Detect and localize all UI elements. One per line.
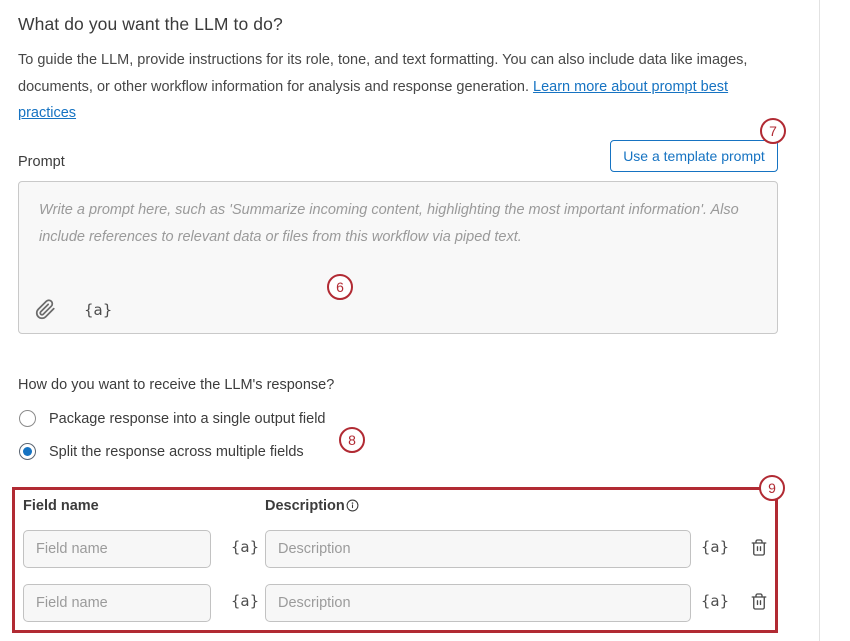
- info-icon[interactable]: [346, 499, 359, 512]
- piped-text-icon[interactable]: {a}: [700, 538, 730, 556]
- output-fields-table: [12, 487, 778, 633]
- use-template-prompt-button[interactable]: Use a template prompt: [610, 140, 778, 172]
- panel-divider: [819, 0, 820, 641]
- radio-single-output-field[interactable]: [19, 410, 326, 427]
- response-question: How do you want to receive the LLM's response?: [18, 377, 335, 393]
- prompt-textarea[interactable]: [18, 181, 778, 334]
- piped-text-icon[interactable]: {a}: [230, 538, 260, 556]
- description-column-header: [265, 498, 359, 514]
- annotation-badge-6: 6: [327, 274, 353, 300]
- attach-file-icon[interactable]: [35, 299, 56, 320]
- description-input[interactable]: [265, 530, 691, 568]
- delete-row-icon[interactable]: [750, 538, 768, 557]
- prompt-toolbar: [35, 299, 112, 320]
- intro-text: [18, 47, 758, 127]
- field-name-column-header: [23, 498, 99, 514]
- annotation-badge-8: 8: [339, 427, 365, 453]
- radio-button-icon[interactable]: [19, 410, 36, 427]
- radio-label: Package response into a single output field: [49, 410, 326, 427]
- radio-button-icon[interactable]: [19, 443, 36, 460]
- annotation-badge-7: 7: [760, 118, 786, 144]
- annotation-badge-9: 9: [759, 475, 785, 501]
- piped-text-icon[interactable]: {a}: [230, 592, 260, 610]
- learn-more-link[interactable]: Learn more about prompt best practices: [18, 78, 729, 121]
- delete-row-icon[interactable]: [750, 592, 768, 611]
- radio-label: Split the response across multiple fields: [49, 443, 304, 460]
- field-name-input[interactable]: [23, 530, 211, 568]
- description-header-label: Description: [265, 498, 345, 514]
- prompt-label: Prompt: [18, 154, 65, 170]
- description-input[interactable]: [265, 584, 691, 622]
- piped-text-icon[interactable]: {a}: [700, 592, 730, 610]
- piped-text-icon[interactable]: {a}: [84, 300, 113, 319]
- intro-text-body: To guide the LLM, provide instructions for its role, tone, and text formatting. You can also include data like images, documents, or other workflow information for analysis and response generation.: [18, 52, 748, 95]
- field-name-input[interactable]: [23, 584, 211, 622]
- prompt-placeholder-text: Write a prompt here, such as 'Summarize incoming content, highlighting the most important information'. Also include references to relevant data or files from this workflow via piped text.: [39, 202, 739, 245]
- radio-split-multiple-fields[interactable]: [19, 443, 304, 460]
- page-title: What do you want the LLM to do?: [18, 14, 283, 34]
- field-name-header-label: Field name: [23, 498, 99, 514]
